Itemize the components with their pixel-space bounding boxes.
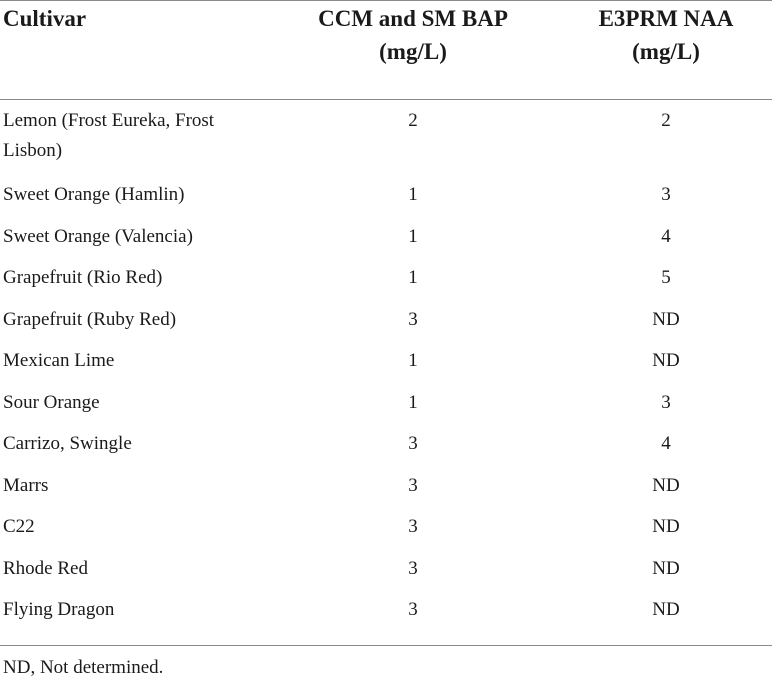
ccm-value-cell: 1 (408, 391, 418, 413)
e3-value-cell: ND (652, 516, 680, 537)
table-body (0, 105, 772, 636)
e3-value-cell: 3 (661, 184, 671, 205)
table-row (0, 345, 772, 387)
ccm-value-cell: 3 (408, 516, 418, 537)
ccm-value-cell: 1 (408, 350, 418, 371)
cultivar-cell: C22 (3, 516, 35, 537)
e3-value-cell: ND (652, 599, 680, 620)
cultivar-cell: Marrs (3, 474, 49, 496)
table-row (0, 304, 772, 346)
header-e3-line2: (mg/L) (632, 39, 700, 64)
header-ccm-sm-bap (282, 2, 544, 68)
e3-value-cell: ND (652, 350, 680, 371)
ccm-value-cell: 3 (408, 433, 418, 454)
table-bottom-rule (0, 645, 772, 646)
table-row (0, 428, 772, 470)
cultivar-cell: Sour Orange (3, 391, 100, 413)
header-bottom-rule (0, 99, 772, 100)
ccm-value-cell: 3 (408, 557, 418, 579)
ccm-value-cell: 3 (408, 474, 418, 496)
e3-value-cell: ND (652, 474, 680, 496)
cultivar-cell: Mexican Lime (3, 350, 115, 371)
cultivar-text-line2: Lisbon) (3, 140, 63, 161)
header-e3-line1: E3PRM NAA (598, 6, 734, 31)
header-ccm-line2: (mg/L) (379, 39, 447, 64)
cultivar-cell: Flying Dragon (3, 599, 115, 620)
header-cultivar-text: Cultivar (3, 6, 87, 31)
table-row (0, 511, 772, 553)
cultivar-cell: Sweet Orange (Valencia) (3, 225, 193, 247)
ccm-value-cell: 1 (408, 184, 418, 205)
table-row (0, 105, 772, 179)
ccm-value-cell: 1 (408, 225, 418, 247)
table-row (0, 594, 772, 636)
cultivar-cell: Rhode Red (3, 557, 88, 579)
table-row (0, 387, 772, 429)
e3-value-cell: 2 (661, 110, 671, 131)
e3-value-cell: 4 (661, 433, 671, 454)
table-row (0, 262, 772, 304)
header-ccm-line1: CCM and SM BAP (318, 6, 508, 31)
cultivar-cell: Sweet Orange (Hamlin) (3, 184, 185, 205)
e3-value-cell: 3 (661, 391, 671, 413)
cultivar-cell: Grapefruit (Ruby Red) (3, 308, 177, 330)
ccm-value-cell: 2 (408, 110, 418, 131)
table-row (0, 470, 772, 512)
header-cultivar (3, 2, 86, 35)
ccm-value-cell: 3 (408, 599, 418, 620)
table-top-rule (0, 0, 772, 1)
cultivar-cell (3, 106, 283, 166)
table-row (0, 553, 772, 595)
ccm-value-cell: 3 (408, 308, 418, 330)
e3-value-cell: 5 (661, 267, 671, 288)
table-row (0, 221, 772, 263)
ccm-value-cell: 1 (408, 267, 418, 288)
e3-value-cell: 4 (661, 225, 671, 247)
header-e3prm-naa (560, 2, 772, 68)
e3-value-cell: ND (652, 308, 680, 330)
cultivar-cell: Grapefruit (Rio Red) (3, 267, 163, 288)
e3-value-cell: ND (652, 557, 680, 579)
cultivar-text-line1: Lemon (Frost Eureka, Frost (3, 110, 215, 131)
table-row (0, 179, 772, 221)
cultivar-cell: Carrizo, Swingle (3, 433, 132, 454)
table-footnote: ND, Not determined. (3, 657, 164, 678)
